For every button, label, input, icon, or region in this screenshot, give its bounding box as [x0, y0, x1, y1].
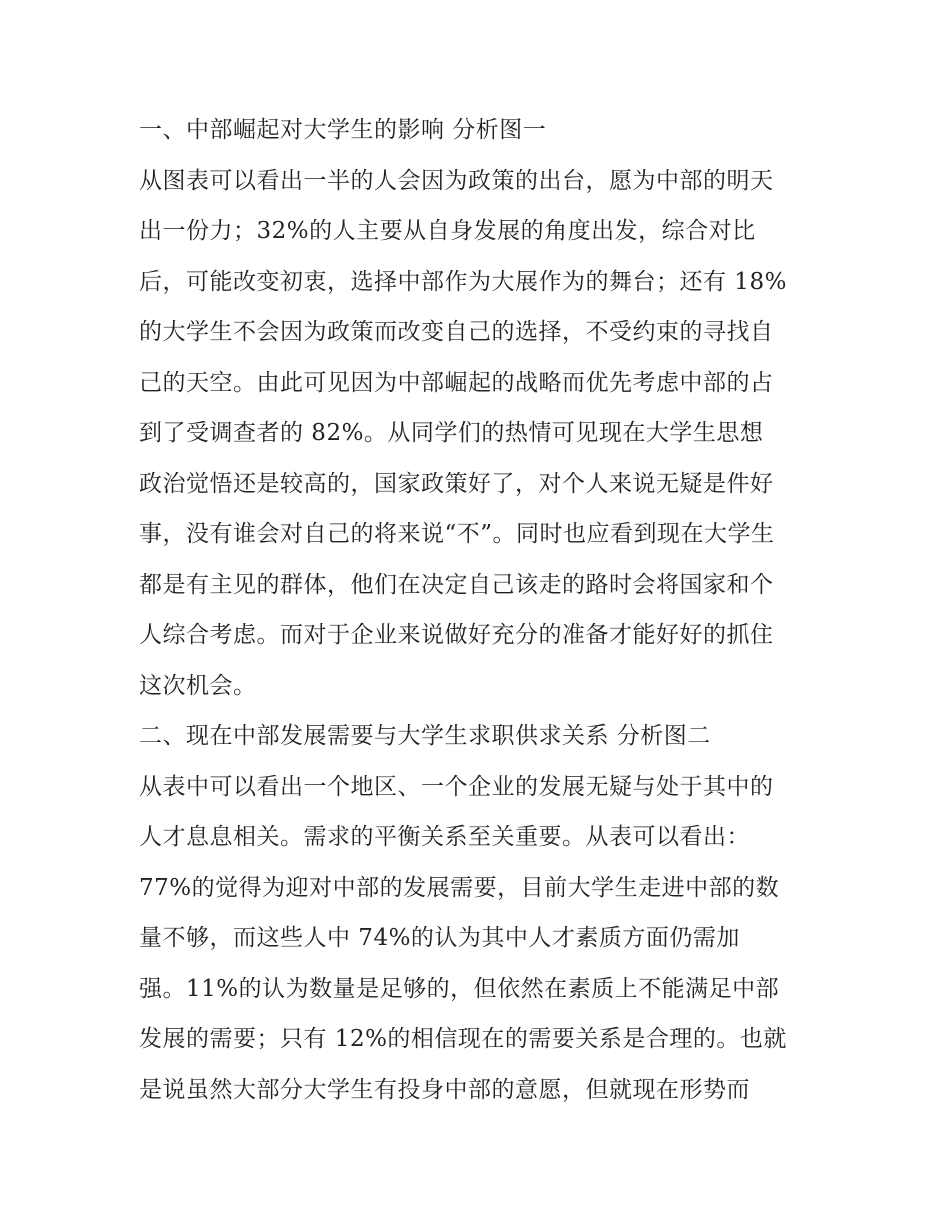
body-line: 的大学生不会因为政策而改变自己的选择，不受约束的寻找自 [139, 319, 774, 345]
body-line: 事，没有谁会对自己的将来说“不”。同时也应看到现在大学生 [139, 521, 775, 547]
body-line: 都是有主见的群体，他们在决定自己该走的路时会将国家和个 [139, 571, 774, 598]
body-line: 77%的觉得为迎对中部的发展需要，目前大学生走进中部的数 [139, 874, 780, 901]
body-line: 强。11%的认为数量是足够的，但依然在素质上不能满足中部 [139, 975, 780, 1002]
body-line: 这次机会。 [139, 672, 257, 699]
body-line: 出一份力；32%的人主要从自身发展的角度出发，综合对比 [139, 218, 756, 244]
document-body [139, 105, 814, 1115]
body-line: 是说虽然大部分大学生有投身中部的意愿，但就现在形势而 [139, 1076, 750, 1103]
body-line: 人综合考虑。而对于企业来说做好充分的准备才能好好的抓住 [139, 622, 774, 648]
body-line: 政治觉悟还是较高的，国家政策好了，对个人来说无疑是件好 [139, 470, 774, 497]
body-line: 己的天空。由此可见因为中部崛起的战略而优先考虑中部的占 [139, 369, 774, 396]
body-line: 人才息息相关。需求的平衡关系至关重要。从表可以看出： [139, 824, 750, 850]
section-heading-1: 一、中部崛起对大学生的影响 分析图一 [139, 117, 547, 143]
body-line: 发展的需要；只有 12%的相信现在的需要关系是合理的。也就 [139, 1026, 787, 1052]
body-line: 量不够，而这些人中 74%的认为其中人才素质方面仍需加 [139, 925, 740, 951]
body-line: 从表中可以看出一个地区、一个企业的发展无疑与处于其中的 [139, 773, 774, 800]
body-line: 从图表可以看出一半的人会因为政策的出台，愿为中部的明天 [139, 167, 774, 194]
body-line: 后，可能改变初衷，选择中部作为大展作为的舞台；还有 18% [139, 268, 787, 295]
body-line: 到了受调查者的 82%。从同学们的热情可见现在大学生思想 [139, 420, 764, 446]
section-heading-2: 二、现在中部发展需要与大学生求职供求关系 分析图二 [139, 723, 711, 749]
